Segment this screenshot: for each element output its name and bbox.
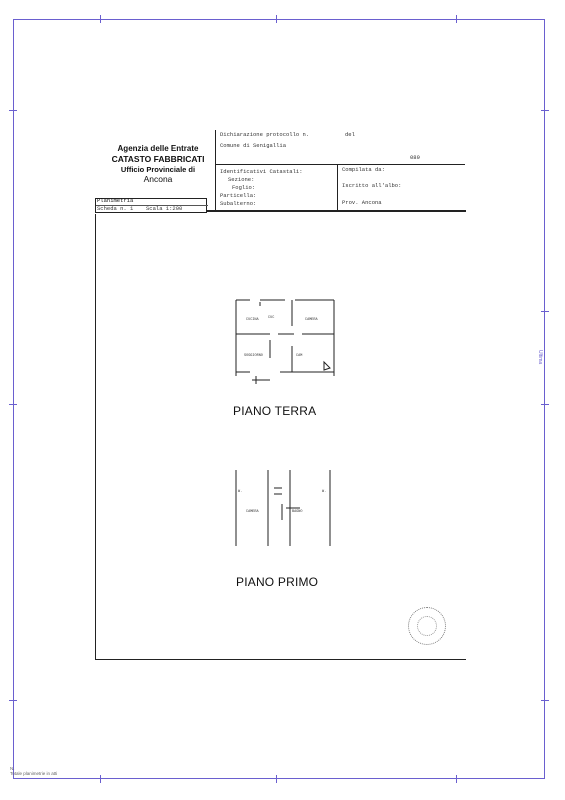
frame-tick bbox=[9, 700, 17, 701]
footer-note bbox=[10, 766, 57, 777]
agency-block bbox=[100, 144, 216, 185]
scala-label: Scala 1:200 bbox=[146, 205, 183, 212]
frame-tick bbox=[276, 775, 277, 783]
catasto-title: CATASTO FABBRICATI bbox=[111, 154, 205, 164]
iscritto-label: Iscritto all'albo: bbox=[342, 182, 402, 189]
svg-text:SOGGIORNO: SOGGIORNO bbox=[244, 354, 263, 358]
scheda-label: Scheda n. 1 bbox=[97, 205, 134, 212]
ground-floor-title: PIANO TERRA bbox=[233, 404, 317, 418]
svg-text:CUC: CUC bbox=[268, 316, 275, 320]
frame-tick bbox=[100, 15, 101, 23]
frame-tick bbox=[541, 110, 549, 111]
particella-label: Particella: bbox=[220, 192, 257, 199]
identificativi-label: Identificativi Catastali: bbox=[220, 168, 303, 175]
compilata-label: Compilata da: bbox=[342, 166, 385, 173]
svg-text:CUCINA: CUCINA bbox=[246, 318, 259, 322]
first-floor-plan bbox=[230, 468, 340, 550]
svg-text:CAM: CAM bbox=[296, 354, 303, 358]
prov-label: Prov. Ancona bbox=[342, 199, 382, 206]
side-label: Ultima bbox=[537, 350, 543, 365]
del-label: del bbox=[345, 131, 355, 138]
header-rule bbox=[207, 210, 466, 212]
frame-tick bbox=[276, 15, 277, 23]
frame-tick bbox=[100, 775, 101, 783]
office-city: Ancona bbox=[143, 174, 173, 184]
comune-code: 089 bbox=[410, 154, 420, 161]
frame-tick bbox=[456, 775, 457, 783]
office-stamp bbox=[408, 607, 446, 645]
svg-text:W.: W. bbox=[322, 490, 327, 494]
svg-text:W.: W. bbox=[238, 490, 243, 494]
dichiarazione-label: Dichiarazione protocollo n. bbox=[220, 131, 310, 138]
ground-floor-plan bbox=[230, 296, 340, 388]
frame-tick bbox=[9, 404, 17, 405]
frame-tick bbox=[541, 311, 549, 312]
agency-name: Agenzia delle Entrate bbox=[117, 144, 199, 153]
comune-label: Comune di Senigallia bbox=[220, 142, 287, 149]
footer-line-2: Totale planimetrie in atti bbox=[10, 771, 58, 777]
frame-tick bbox=[456, 15, 457, 23]
office-label: Ufficio Provinciale di bbox=[120, 164, 196, 174]
frame-tick bbox=[541, 700, 549, 701]
svg-text:BAGNO: BAGNO bbox=[292, 510, 303, 514]
foglio-label: Foglio: bbox=[232, 184, 256, 191]
sezione-label: Sezione: bbox=[228, 176, 255, 183]
frame-tick bbox=[9, 110, 17, 111]
planimetria-label: Planimetria bbox=[97, 197, 134, 204]
frame-tick bbox=[541, 404, 549, 405]
svg-text:CAMERA: CAMERA bbox=[246, 510, 259, 514]
svg-text:CAMERA: CAMERA bbox=[305, 318, 318, 322]
subalterno-label: Subalterno: bbox=[220, 200, 257, 207]
footer-line-1: N. bbox=[10, 766, 15, 771]
drawing-area bbox=[95, 214, 466, 660]
first-floor-title: PIANO PRIMO bbox=[236, 575, 319, 589]
